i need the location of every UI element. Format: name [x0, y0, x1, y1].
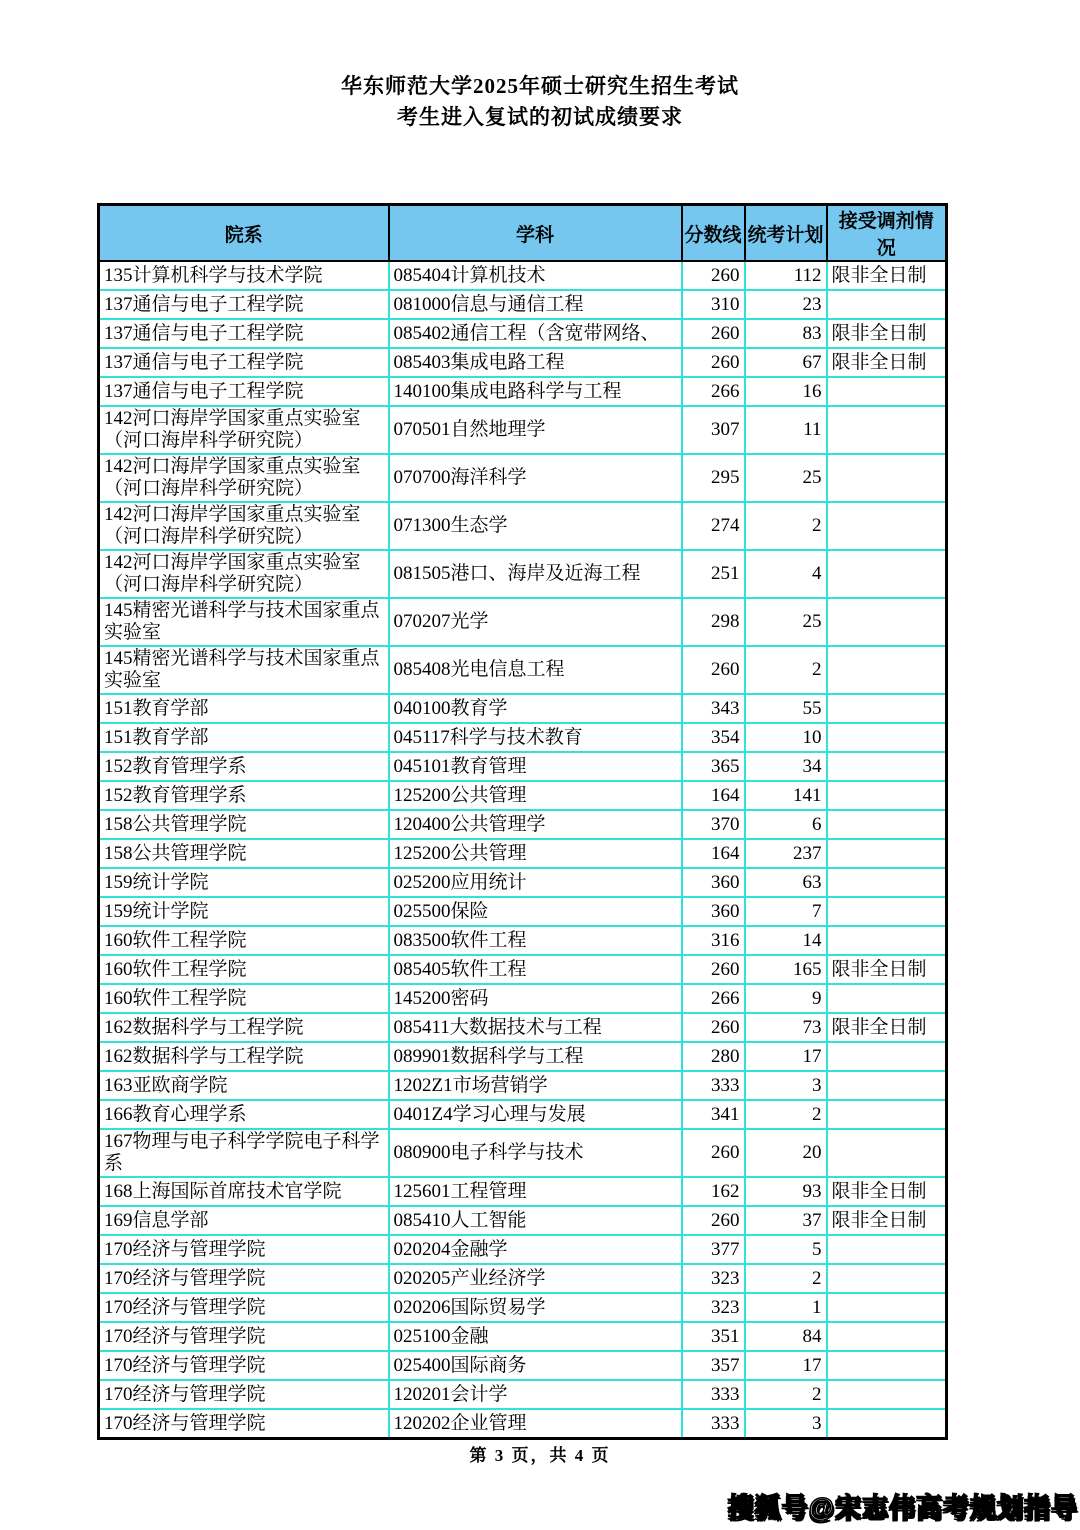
score-cell: 351	[682, 1322, 745, 1351]
score-cell: 333	[682, 1409, 745, 1439]
subject-cell: 085405软件工程	[389, 955, 682, 984]
dept-cell: 142河口海岸学国家重点实验室（河口海岸科学研究院）	[99, 454, 389, 502]
plan-cell: 17	[745, 1042, 827, 1071]
table-row	[99, 502, 947, 550]
note-cell	[827, 1071, 947, 1100]
subject-cell: 020206国际贸易学	[389, 1293, 682, 1322]
page-title-line2: 考生进入复试的初试成绩要求	[397, 105, 683, 129]
score-cell: 164	[682, 781, 745, 810]
table-row	[99, 377, 947, 406]
score-cell: 260	[682, 319, 745, 348]
table-row	[99, 1100, 947, 1129]
score-cell: 251	[682, 550, 745, 598]
dept-cell: 170经济与管理学院	[99, 1293, 389, 1322]
note-cell	[827, 723, 947, 752]
plan-cell: 5	[745, 1235, 827, 1264]
note-cell	[827, 926, 947, 955]
dept-cell: 168上海国际首席技术官学院	[99, 1177, 389, 1206]
note-cell	[827, 290, 947, 319]
note-cell	[827, 550, 947, 598]
table-row	[99, 1351, 947, 1380]
plan-cell: 3	[745, 1071, 827, 1100]
score-cell: 274	[682, 502, 745, 550]
note-cell	[827, 502, 947, 550]
score-cell: 260	[682, 1206, 745, 1235]
subject-cell: 040100教育学	[389, 694, 682, 723]
subject-cell: 085402通信工程（含宽带网络、	[389, 319, 682, 348]
plan-cell: 2	[745, 1380, 827, 1409]
plan-cell: 237	[745, 839, 827, 868]
plan-cell: 37	[745, 1206, 827, 1235]
note-cell	[827, 694, 947, 723]
subject-cell: 085403集成电路工程	[389, 348, 682, 377]
score-cell: 343	[682, 694, 745, 723]
dept-cell: 137通信与电子工程学院	[99, 377, 389, 406]
col-header-adjustment: 接受调剂情况	[827, 205, 947, 262]
subject-cell: 085404计算机技术	[389, 261, 682, 290]
dept-cell: 170经济与管理学院	[99, 1264, 389, 1293]
dept-cell: 170经济与管理学院	[99, 1409, 389, 1439]
note-cell	[827, 1129, 947, 1177]
table-header-row	[99, 205, 947, 262]
subject-cell: 125601工程管理	[389, 1177, 682, 1206]
subject-cell: 070207光学	[389, 598, 682, 646]
plan-cell: 2	[745, 646, 827, 694]
score-cell: 260	[682, 1013, 745, 1042]
plan-cell: 16	[745, 377, 827, 406]
subject-cell: 045101教育管理	[389, 752, 682, 781]
plan-cell: 23	[745, 290, 827, 319]
dept-cell: 152教育管理学系	[99, 781, 389, 810]
subject-cell: 120202企业管理	[389, 1409, 682, 1439]
score-cell: 316	[682, 926, 745, 955]
subject-cell: 070700海洋科学	[389, 454, 682, 502]
note-cell	[827, 897, 947, 926]
table-row	[99, 926, 947, 955]
table-row	[99, 1042, 947, 1071]
plan-cell: 25	[745, 598, 827, 646]
dept-cell: 163亚欧商学院	[99, 1071, 389, 1100]
table-row	[99, 348, 947, 377]
subject-cell: 025100金融	[389, 1322, 682, 1351]
dept-cell: 160软件工程学院	[99, 984, 389, 1013]
score-cell: 333	[682, 1071, 745, 1100]
plan-cell: 14	[745, 926, 827, 955]
dept-cell: 145精密光谱科学与技术国家重点实验室	[99, 598, 389, 646]
score-cell: 360	[682, 897, 745, 926]
plan-cell: 2	[745, 1100, 827, 1129]
dept-cell: 170经济与管理学院	[99, 1380, 389, 1409]
dept-cell: 160软件工程学院	[99, 955, 389, 984]
table-row	[99, 1129, 947, 1177]
table-row	[99, 868, 947, 897]
dept-cell: 145精密光谱科学与技术国家重点实验室	[99, 646, 389, 694]
table-row	[99, 1177, 947, 1206]
plan-cell: 7	[745, 897, 827, 926]
plan-cell: 6	[745, 810, 827, 839]
note-cell	[827, 1409, 947, 1439]
table-row	[99, 550, 947, 598]
table-row	[99, 839, 947, 868]
score-cell: 310	[682, 290, 745, 319]
dept-cell: 137通信与电子工程学院	[99, 319, 389, 348]
note-cell	[827, 984, 947, 1013]
table-row	[99, 1293, 947, 1322]
table-row	[99, 694, 947, 723]
dept-cell: 166教育心理学系	[99, 1100, 389, 1129]
subject-cell: 1202Z1市场营销学	[389, 1071, 682, 1100]
dept-cell: 158公共管理学院	[99, 839, 389, 868]
subject-cell: 083500软件工程	[389, 926, 682, 955]
score-cell: 260	[682, 348, 745, 377]
note-cell	[827, 598, 947, 646]
note-cell	[827, 1380, 947, 1409]
subject-cell: 085410人工智能	[389, 1206, 682, 1235]
table-row	[99, 290, 947, 319]
watermark-text: 搜狐号@宋志伟高考规划指导	[727, 1492, 1078, 1522]
score-cell: 323	[682, 1293, 745, 1322]
plan-cell: 4	[745, 550, 827, 598]
table-row	[99, 1013, 947, 1042]
score-cell: 280	[682, 1042, 745, 1071]
page-number-indicator: 第 3 页，共 4 页	[469, 1446, 611, 1465]
subject-cell: 145200密码	[389, 984, 682, 1013]
plan-cell: 2	[745, 1264, 827, 1293]
table-row	[99, 1206, 947, 1235]
dept-cell: 137通信与电子工程学院	[99, 290, 389, 319]
table-row	[99, 723, 947, 752]
score-cell: 266	[682, 377, 745, 406]
note-cell	[827, 406, 947, 454]
score-cell: 354	[682, 723, 745, 752]
col-header-score-line: 分数线	[682, 205, 745, 262]
plan-cell: 83	[745, 319, 827, 348]
score-cell: 260	[682, 646, 745, 694]
col-header-exam-plan: 统考计划	[745, 205, 827, 262]
subject-cell: 020204金融学	[389, 1235, 682, 1264]
score-cell: 360	[682, 868, 745, 897]
dept-cell: 170经济与管理学院	[99, 1235, 389, 1264]
plan-cell: 11	[745, 406, 827, 454]
dept-cell: 162数据科学与工程学院	[99, 1042, 389, 1071]
table-row	[99, 1071, 947, 1100]
score-cell: 370	[682, 810, 745, 839]
note-cell: 限非全日制	[827, 1177, 947, 1206]
table-row	[99, 752, 947, 781]
plan-cell: 2	[745, 502, 827, 550]
plan-cell: 10	[745, 723, 827, 752]
score-cell: 298	[682, 598, 745, 646]
subject-cell: 089901数据科学与工程	[389, 1042, 682, 1071]
plan-cell: 17	[745, 1351, 827, 1380]
table-row	[99, 1264, 947, 1293]
dept-cell: 137通信与电子工程学院	[99, 348, 389, 377]
dept-cell: 158公共管理学院	[99, 810, 389, 839]
dept-cell: 159统计学院	[99, 897, 389, 926]
plan-cell: 34	[745, 752, 827, 781]
note-cell	[827, 1322, 947, 1351]
table-row	[99, 1322, 947, 1351]
plan-cell: 9	[745, 984, 827, 1013]
score-cell: 295	[682, 454, 745, 502]
subject-cell: 071300生态学	[389, 502, 682, 550]
subject-cell: 080900电子科学与技术	[389, 1129, 682, 1177]
dept-cell: 152教育管理学系	[99, 752, 389, 781]
plan-cell: 25	[745, 454, 827, 502]
plan-cell: 165	[745, 955, 827, 984]
subject-cell: 081000信息与通信工程	[389, 290, 682, 319]
score-cell: 164	[682, 839, 745, 868]
table-row	[99, 598, 947, 646]
dept-cell: 142河口海岸学国家重点实验室（河口海岸科学研究院）	[99, 406, 389, 454]
subject-cell: 125200公共管理	[389, 781, 682, 810]
subject-cell: 120201会计学	[389, 1380, 682, 1409]
note-cell	[827, 781, 947, 810]
score-cell: 357	[682, 1351, 745, 1380]
subject-cell: 045117科学与技术教育	[389, 723, 682, 752]
note-cell	[827, 454, 947, 502]
score-cell: 323	[682, 1264, 745, 1293]
table-row	[99, 454, 947, 502]
note-cell	[827, 1235, 947, 1264]
subject-cell: 085408光电信息工程	[389, 646, 682, 694]
dept-cell: 170经济与管理学院	[99, 1322, 389, 1351]
table-row	[99, 646, 947, 694]
score-cell: 341	[682, 1100, 745, 1129]
score-cell: 333	[682, 1380, 745, 1409]
table-row	[99, 1235, 947, 1264]
page-title	[0, 71, 1080, 133]
table-row	[99, 1380, 947, 1409]
dept-cell: 170经济与管理学院	[99, 1351, 389, 1380]
note-cell	[827, 752, 947, 781]
note-cell	[827, 646, 947, 694]
score-cell: 162	[682, 1177, 745, 1206]
plan-cell: 112	[745, 261, 827, 290]
table-row	[99, 1409, 947, 1439]
note-cell: 限非全日制	[827, 1206, 947, 1235]
dept-cell: 162数据科学与工程学院	[99, 1013, 389, 1042]
plan-cell: 84	[745, 1322, 827, 1351]
table-row	[99, 810, 947, 839]
note-cell	[827, 1293, 947, 1322]
plan-cell: 3	[745, 1409, 827, 1439]
note-cell: 限非全日制	[827, 1013, 947, 1042]
plan-cell: 67	[745, 348, 827, 377]
table-row	[99, 897, 947, 926]
subject-cell: 020205产业经济学	[389, 1264, 682, 1293]
score-cell: 260	[682, 1129, 745, 1177]
plan-cell: 20	[745, 1129, 827, 1177]
dept-cell: 135计算机科学与技术学院	[99, 261, 389, 290]
table-body	[99, 261, 947, 1439]
note-cell	[827, 839, 947, 868]
subject-cell: 120400公共管理学	[389, 810, 682, 839]
score-cell: 266	[682, 984, 745, 1013]
note-cell	[827, 810, 947, 839]
subject-cell: 025500保险	[389, 897, 682, 926]
dept-cell: 142河口海岸学国家重点实验室（河口海岸科学研究院）	[99, 502, 389, 550]
dept-cell: 169信息学部	[99, 1206, 389, 1235]
dept-cell: 151教育学部	[99, 694, 389, 723]
note-cell	[827, 1264, 947, 1293]
subject-cell: 140100集成电路科学与工程	[389, 377, 682, 406]
plan-cell: 93	[745, 1177, 827, 1206]
score-requirements-table	[97, 203, 948, 1440]
table-row	[99, 319, 947, 348]
dept-cell: 167物理与电子科学学院电子科学系	[99, 1129, 389, 1177]
table-row	[99, 984, 947, 1013]
note-cell: 限非全日制	[827, 261, 947, 290]
subject-cell: 081505港口、海岸及近海工程	[389, 550, 682, 598]
table-row	[99, 261, 947, 290]
note-cell: 限非全日制	[827, 348, 947, 377]
note-cell: 限非全日制	[827, 319, 947, 348]
score-cell: 377	[682, 1235, 745, 1264]
note-cell	[827, 868, 947, 897]
dept-cell: 151教育学部	[99, 723, 389, 752]
table-row	[99, 955, 947, 984]
page-title-line1: 华东师范大学2025年硕士研究生招生考试	[341, 74, 739, 98]
plan-cell: 63	[745, 868, 827, 897]
plan-cell: 73	[745, 1013, 827, 1042]
col-header-dept: 院系	[99, 205, 389, 262]
subject-cell: 025400国际商务	[389, 1351, 682, 1380]
score-cell: 260	[682, 261, 745, 290]
note-cell	[827, 1351, 947, 1380]
table-row	[99, 406, 947, 454]
plan-cell: 141	[745, 781, 827, 810]
dept-cell: 160软件工程学院	[99, 926, 389, 955]
score-cell: 260	[682, 955, 745, 984]
plan-cell: 55	[745, 694, 827, 723]
col-header-subject: 学科	[389, 205, 682, 262]
subject-cell: 0401Z4学习心理与发展	[389, 1100, 682, 1129]
note-cell	[827, 377, 947, 406]
score-cell: 365	[682, 752, 745, 781]
dept-cell: 159统计学院	[99, 868, 389, 897]
subject-cell: 025200应用统计	[389, 868, 682, 897]
score-cell: 307	[682, 406, 745, 454]
table-row	[99, 781, 947, 810]
plan-cell: 1	[745, 1293, 827, 1322]
dept-cell: 142河口海岸学国家重点实验室（河口海岸科学研究院）	[99, 550, 389, 598]
note-cell	[827, 1042, 947, 1071]
subject-cell: 070501自然地理学	[389, 406, 682, 454]
note-cell: 限非全日制	[827, 955, 947, 984]
subject-cell: 125200公共管理	[389, 839, 682, 868]
note-cell	[827, 1100, 947, 1129]
subject-cell: 085411大数据技术与工程	[389, 1013, 682, 1042]
